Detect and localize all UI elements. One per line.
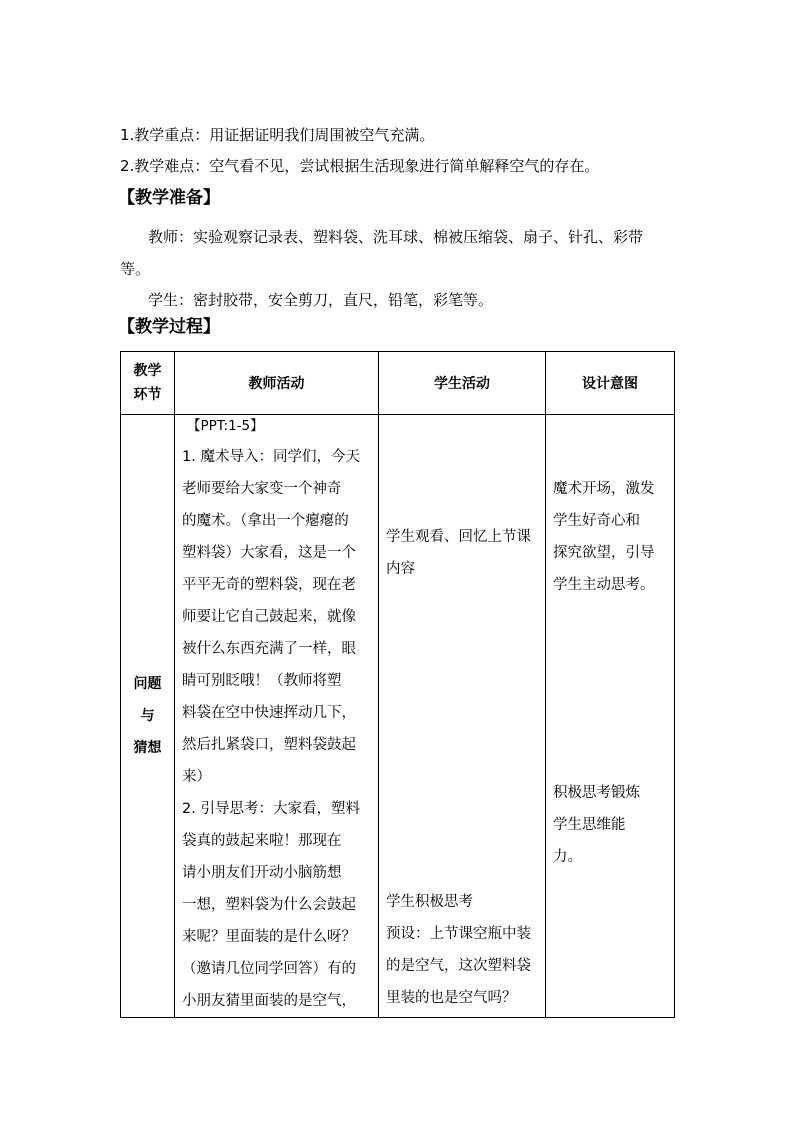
stage-text-2: 与 bbox=[140, 708, 155, 724]
teacher-line: 师要让它自己鼓起来，就像 bbox=[182, 609, 356, 625]
header-teacher-activity: 教师活动 bbox=[175, 352, 379, 415]
teacher-line: 塑料袋）大家看，这是一个 bbox=[182, 545, 356, 561]
teacher-line: 然后扎紧袋口，塑料袋鼓起 bbox=[182, 737, 356, 753]
key-point-line: 1.教学重点：用证据证明我们周围被空气充满。 bbox=[120, 126, 435, 144]
stage-text-1: 问题 bbox=[133, 676, 162, 692]
teacher-line: 1. 魔术导入：同学们，今天 bbox=[182, 449, 360, 465]
teacher-line: 来呢？里面装的是什么呀？ bbox=[182, 929, 356, 945]
teacher-line: 平平无奇的塑料袋，现在老 bbox=[182, 577, 356, 593]
difficulty-line: 2.教学难点：空气看不见，尝试根据生活现象进行简单解释空气的存在。 bbox=[120, 157, 600, 175]
header-design-intent: 设计意图 bbox=[546, 352, 675, 415]
prep-heading: 【教学准备】 bbox=[118, 188, 220, 208]
student-line: 的是空气，这次塑料袋 bbox=[386, 958, 531, 974]
design-line: 魔术开场，激发 bbox=[553, 481, 655, 497]
design-line: 学生思维能 bbox=[553, 817, 626, 833]
lesson-process-table bbox=[120, 351, 675, 1018]
teacher-line: 请小朋友们开动小脑筋想 bbox=[182, 865, 342, 881]
design-intent-block-1 bbox=[546, 415, 674, 601]
teacher-prep-line-continued: 等。 bbox=[120, 260, 151, 278]
teacher-activity-cell bbox=[175, 415, 379, 1018]
teacher-line: 老师要给大家变一个神奇 bbox=[182, 481, 342, 497]
teacher-line: 来） bbox=[182, 769, 211, 785]
teacher-activity-text bbox=[175, 437, 378, 1017]
student-activity-block-2 bbox=[379, 585, 545, 1014]
design-line: 学生好奇心和 bbox=[553, 513, 640, 529]
header-student-activity: 学生活动 bbox=[379, 352, 546, 415]
teacher-line: 被什么东西充满了一样，眼 bbox=[182, 641, 356, 657]
teacher-line: 小朋友猜里面装的是空气， bbox=[182, 993, 356, 1009]
table-row bbox=[121, 415, 675, 1018]
design-intent-cell bbox=[546, 415, 675, 1018]
design-line: 探究欲望，引导 bbox=[553, 545, 655, 561]
student-line: 学生积极思考 bbox=[386, 894, 473, 910]
design-intent-block-2 bbox=[546, 601, 674, 873]
teacher-line: 2. 引导思考：大家看，塑料 bbox=[182, 801, 360, 817]
teacher-line: （邀请几位同学回答）有的 bbox=[182, 961, 356, 977]
student-activity-block-1 bbox=[379, 415, 545, 585]
stage-text-3: 猜想 bbox=[133, 740, 162, 756]
design-line: 力。 bbox=[553, 849, 582, 865]
header-stage-line2: 环节 bbox=[133, 387, 162, 403]
stage-cell bbox=[121, 415, 175, 1018]
header-stage bbox=[121, 352, 175, 415]
ppt-reference: 【PPT:1-5】 bbox=[187, 418, 264, 434]
student-activity-cell bbox=[379, 415, 546, 1018]
teacher-line: 一想，塑料袋为什么会鼓起 bbox=[182, 897, 356, 913]
table-header-row bbox=[121, 352, 675, 415]
student-line: 内容 bbox=[386, 561, 415, 577]
process-heading: 【教学过程】 bbox=[118, 317, 220, 337]
student-prep-line: 学生：密封胶带，安全剪刀，直尺，铅笔，彩笔等。 bbox=[148, 291, 494, 309]
teacher-line: 料袋在空中快速挥动几下， bbox=[182, 705, 356, 721]
teacher-line: 的魔术。（拿出一个瘪瘪的 bbox=[182, 513, 349, 529]
teacher-line: 睛可别眨哦！（教师将塑 bbox=[182, 673, 342, 689]
header-stage-line1: 教学 bbox=[133, 363, 162, 379]
student-line: 里装的也是空气吗？ bbox=[386, 990, 517, 1006]
teacher-prep-line: 教师：实验观察记录表、塑料袋、洗耳球、棉被压缩袋、扇子、针孔、彩带 bbox=[148, 228, 644, 246]
design-line: 学生主动思考。 bbox=[553, 577, 655, 593]
design-line: 积极思考锻炼 bbox=[553, 785, 640, 801]
student-line: 预设：上节课空瓶中装 bbox=[386, 926, 531, 942]
teacher-line: 袋真的鼓起来啦！那现在 bbox=[182, 833, 342, 849]
student-line: 学生观看、回忆上节课 bbox=[386, 529, 531, 545]
